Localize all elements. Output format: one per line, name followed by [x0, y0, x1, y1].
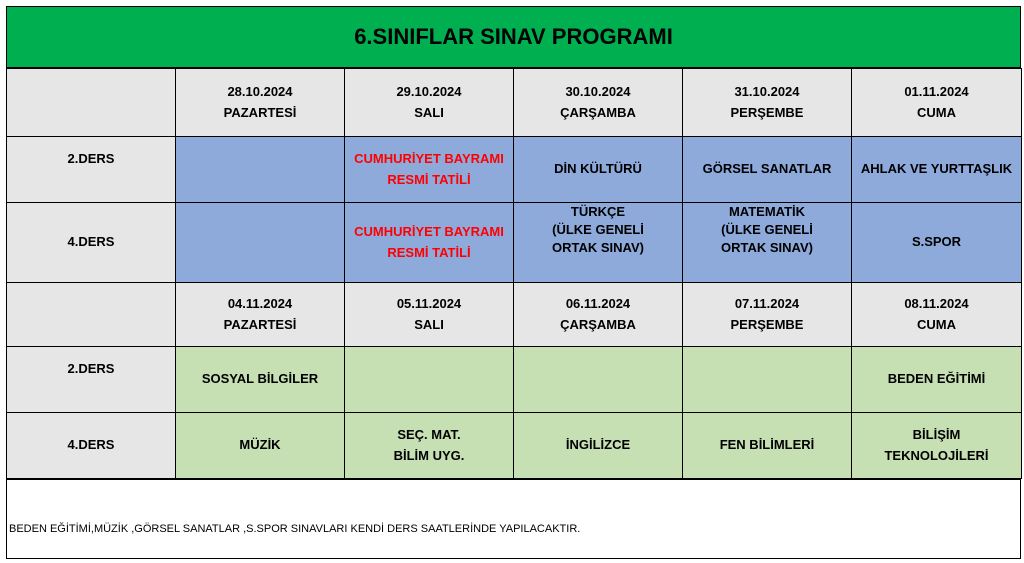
date-header [514, 69, 683, 137]
day-text: CUMA [917, 104, 956, 120]
holiday-cell [345, 203, 514, 283]
holiday-cell [345, 137, 514, 203]
date-text: 07.11.2024 [734, 296, 800, 312]
date-text: 29.10.2024 [396, 84, 462, 100]
day-text: SALI [414, 316, 444, 332]
exam-text: ORTAK SINAV) [552, 240, 644, 256]
lesson-label: 4.DERS [7, 413, 176, 479]
date-header [852, 283, 1022, 347]
exam-cell [514, 347, 683, 413]
day-text: PERŞEMBE [730, 104, 804, 120]
exam-cell: BEDEN EĞİTİMİ [852, 347, 1022, 413]
holiday-text: RESMİ TATİLİ [387, 244, 471, 260]
date-header [345, 283, 514, 347]
exam-cell: S.SPOR [852, 203, 1022, 283]
exam-text: TEKNOLOJİLERİ [884, 447, 989, 463]
exam-text: BİLİŞİM [912, 427, 961, 443]
exam-cell [176, 137, 345, 203]
week1-row-2ders [7, 137, 1022, 203]
exam-cell: GÖRSEL SANATLAR [683, 137, 852, 203]
lesson-label: 2.DERS [7, 347, 176, 413]
date-text: 04.11.2024 [227, 296, 293, 312]
date-text: 08.11.2024 [904, 296, 969, 312]
exam-cell [176, 203, 345, 283]
date-text: 30.10.2024 [565, 84, 631, 100]
date-text: 28.10.2024 [227, 84, 293, 100]
lesson-label: 4.DERS [7, 203, 176, 283]
date-text: 31.10.2024 [734, 84, 800, 100]
exam-cell [683, 203, 852, 283]
exam-cell: AHLAK VE YURTTAŞLIK [852, 137, 1022, 203]
week2-header-row [7, 283, 1022, 347]
exam-text: (ÜLKE GENELİ [721, 222, 813, 238]
exam-cell: FEN BİLİMLERİ [683, 413, 852, 479]
week2-row-4ders [7, 413, 1022, 479]
date-header [852, 69, 1022, 137]
page-title: 6.SINIFLAR SINAV PROGRAMI [6, 6, 1021, 68]
day-text: PAZARTESİ [223, 104, 297, 120]
exam-text: ORTAK SINAV) [721, 240, 813, 256]
exam-cell: SOSYAL BİLGİLER [176, 347, 345, 413]
exam-cell: DİN KÜLTÜRÜ [514, 137, 683, 203]
exam-cell [345, 347, 514, 413]
exam-text: TÜRKÇE [570, 204, 626, 219]
date-text: 01.11.2024 [904, 84, 969, 100]
exam-cell [345, 413, 514, 479]
exam-text: (ÜLKE GENELİ [552, 222, 644, 238]
date-header [514, 283, 683, 347]
date-header [683, 69, 852, 137]
day-text: ÇARŞAMBA [560, 316, 636, 332]
footer-note: BEDEN EĞİTİMİ,MÜZİK ,GÖRSEL SANATLAR ,S.SPOR SINAVLARI KENDİ DERS SAATLERİNDE YAPILACAKTIR. [9, 523, 581, 535]
exam-cell: MÜZİK [176, 413, 345, 479]
exam-schedule-table [6, 68, 1022, 479]
holiday-text: CUMHURİYET BAYRAMI [354, 151, 504, 167]
day-text: PERŞEMBE [730, 316, 804, 332]
date-text: 06.11.2024 [565, 296, 631, 312]
exam-cell [852, 413, 1022, 479]
date-text: 05.11.2024 [396, 296, 462, 312]
exam-cell [683, 347, 852, 413]
holiday-text: CUMHURİYET BAYRAMI [354, 224, 504, 240]
exam-text: BİLİM UYG. [393, 447, 465, 463]
lesson-label: 2.DERS [7, 137, 176, 203]
corner-cell [7, 283, 176, 347]
exam-cell [514, 203, 683, 283]
exam-text: MATEMATİK [728, 204, 806, 219]
date-header [345, 69, 514, 137]
day-text: CUMA [917, 316, 956, 332]
footer-note-box [6, 479, 1021, 559]
date-header [683, 283, 852, 347]
week1-row-4ders [7, 203, 1022, 283]
exam-text: SEÇ. MAT. [397, 427, 461, 443]
date-header [176, 283, 345, 347]
day-text: ÇARŞAMBA [560, 104, 636, 120]
holiday-text: RESMİ TATİLİ [387, 171, 471, 187]
date-header [176, 69, 345, 137]
day-text: SALI [414, 104, 444, 120]
exam-cell: İNGİLİZCE [514, 413, 683, 479]
day-text: PAZARTESİ [223, 316, 297, 332]
week1-header-row [7, 69, 1022, 137]
corner-cell [7, 69, 176, 137]
week2-row-2ders [7, 347, 1022, 413]
